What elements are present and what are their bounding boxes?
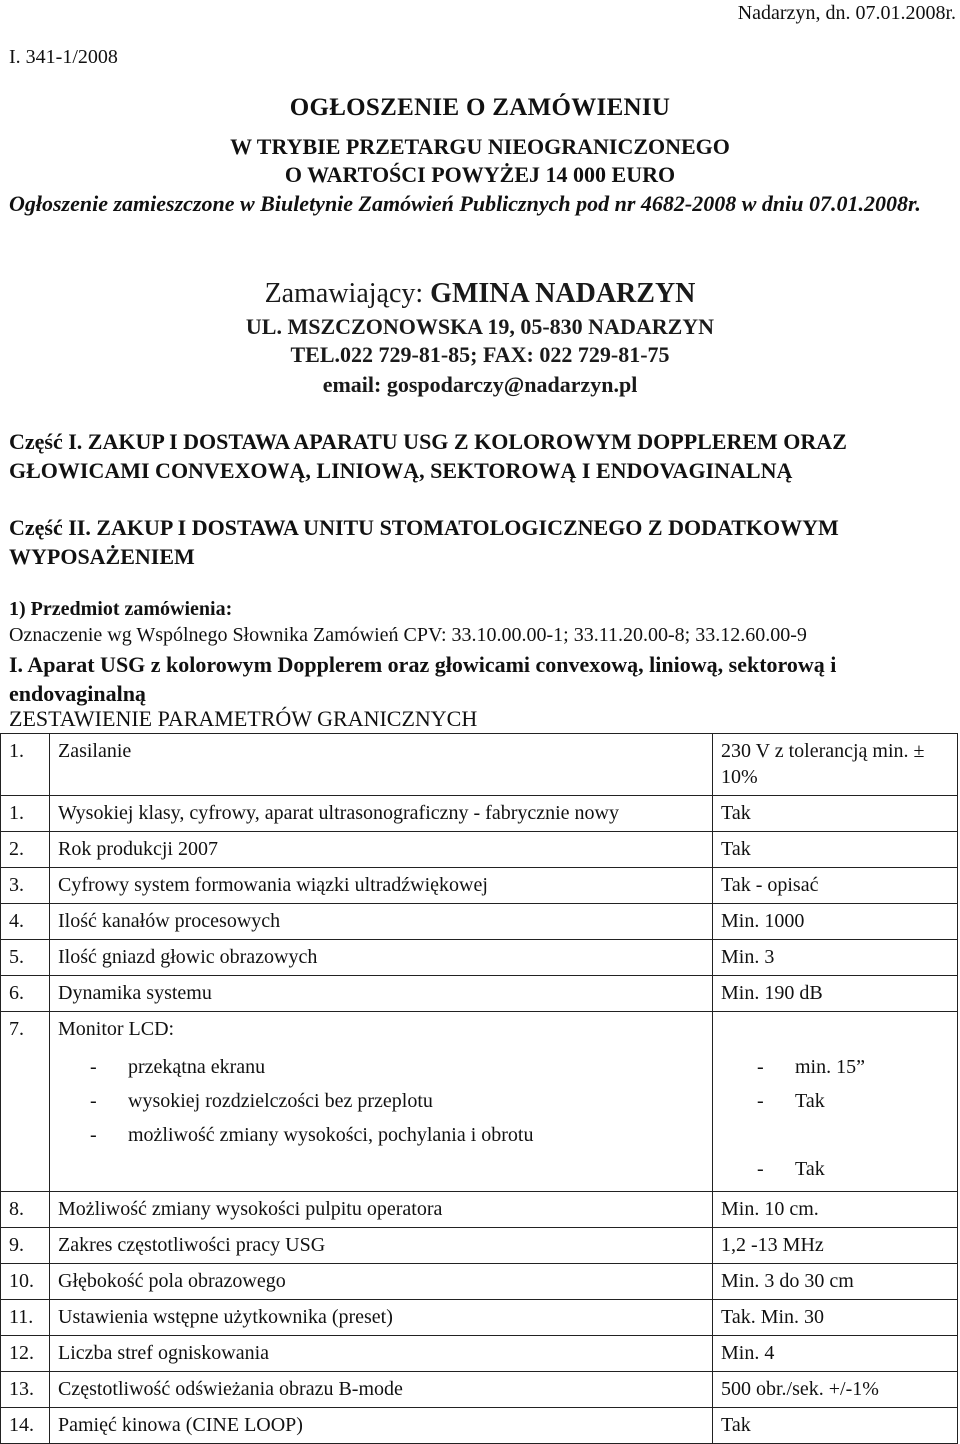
announcement-title: OGŁOSZENIE O ZAMÓWIENIU [289,94,671,121]
table-row [1,1192,958,1228]
row-number: 5. [1,940,50,976]
row-number: 9. [1,1228,50,1264]
row-number: 13. [1,1372,50,1408]
table-row [1,1264,958,1300]
subitem-label: możliwość zmiany wysokości, pochylania i obrotu [128,1124,534,1146]
subitem-value: Tak [795,1158,825,1180]
table-row [1,734,958,796]
row-description: Ustawienia wstępne użytkownika (preset) [50,1300,713,1336]
table-row [1,1336,958,1372]
row-description: Możliwość zmiany wysokości pulpitu operatora [50,1192,713,1228]
row-number: 11. [1,1300,50,1336]
row-value: Tak [713,832,958,868]
reference-number: I. 341-1/2008 [9,46,118,68]
subitem-label: wysokiej rozdzielczości bez przeplotu [128,1090,433,1112]
list-item [58,1118,706,1152]
row-description: Częstotliwość odświeżania obrazu B-mode [50,1372,713,1408]
row-value: Tak. Min. 30 [713,1300,958,1336]
dash-marker: - [90,1056,97,1078]
dash-marker: - [757,1090,764,1112]
row-number: 3. [1,868,50,904]
row-number: 4. [1,904,50,940]
part-one-heading: Część I. ZAKUP I DOSTAWA APARATU USG Z KOLOROWYM DOPPLEREM ORAZ GŁOWICAMI CONVEXOWĄ, LINIOWĄ, SEKTOROWĄ I ENDOVAGINALNĄ [9,429,847,483]
list-item [721,1084,951,1118]
row-description: Cyfrowy system formowania wiązki ultradźwiękowej [50,868,713,904]
row-number: 1. [1,734,50,796]
table-row [1,976,958,1012]
row-value: Min. 10 cm. [713,1192,958,1228]
row-number: 2. [1,832,50,868]
table-row [1,940,958,976]
row-value: Min. 190 dB [713,976,958,1012]
subitem-value: min. 15” [795,1056,865,1078]
row-description: Wysokiej klasy, cyfrowy, aparat ultrasonograficzny - fabrycznie nowy [50,796,713,832]
contracting-phones: TEL.022 729-81-85; FAX: 022 729-81-75 [290,342,670,367]
row-value: 1,2 -13 MHz [713,1228,958,1264]
row-description: Ilość gniazd głowic obrazowych [50,940,713,976]
dash-marker: - [757,1056,764,1078]
list-item [58,1084,706,1118]
row-value: Tak [713,1408,958,1444]
list-item [721,1050,951,1084]
table-row [1,796,958,832]
row-value: Min. 1000 [713,904,958,940]
row-value: 230 V z tolerancją min. ± 10% [713,734,958,796]
table-row [1,832,958,868]
list-item [58,1050,706,1084]
table-row [1,1228,958,1264]
row-description: Zasilanie [50,734,713,796]
table-row [1,1300,958,1336]
item-heading: I. Aparat USG z kolorowym Dopplerem oraz głowicami convexową, liniową, sektorową i endovaginalną [9,652,837,706]
row-value: Tak - opisać [713,868,958,904]
row-value: 500 obr./sek. +/-1% [713,1372,958,1408]
row-number: 8. [1,1192,50,1228]
row-value: Min. 3 do 30 cm [713,1264,958,1300]
document-date: Nadarzyn, dn. 07.01.2008r. [737,2,956,24]
row-description: Głębokość pola obrazowego [50,1264,713,1300]
row-number: 12. [1,1336,50,1372]
row-number: 7. [1,1012,50,1192]
list-item [721,1152,951,1186]
row-value: Min. 4 [713,1336,958,1372]
subitem-value: Tak [795,1090,825,1112]
dash-marker: - [90,1124,97,1146]
dash-marker: - [757,1158,764,1180]
table-row [1,868,958,904]
row-description: Pamięć kinowa (CINE LOOP) [50,1408,713,1444]
row-value [713,1012,958,1192]
table-row [1,904,958,940]
row-description: Dynamika systemu [50,976,713,1012]
tender-value: O WARTOŚCI POWYŻEJ 14 000 EURO [284,162,676,187]
row-description [50,1012,713,1192]
row-description: Liczba stref ogniskowania [50,1336,713,1372]
row-description: Zakres częstotliwości pracy USG [50,1228,713,1264]
contracting-email: email: gospodarczy@nadarzyn.pl [322,372,638,397]
contracting-address: UL. MSZCZONOWSKA 19, 05-830 NADARZYN [245,314,715,339]
row-number: 6. [1,976,50,1012]
part-two-heading: Część II. ZAKUP I DOSTAWA UNITU STOMATOLOGICZNEGO Z DODATKOWYM WYPOSAŻENIEM [9,515,839,569]
contracting-authority [0,278,960,310]
row-number: 1. [1,796,50,832]
table-row [1,1408,958,1444]
row-description: Ilość kanałów procesowych [50,904,713,940]
row-number: 14. [1,1408,50,1444]
tender-mode: W TRYBIE PRZETARGU NIEOGRANICZONEGO [230,134,730,159]
parameters-table [0,733,958,1444]
row-description: Rok produkcji 2007 [50,832,713,868]
monitor-subitems [58,1050,706,1152]
dash-marker: - [90,1090,97,1112]
table-row-monitor [1,1012,958,1192]
contracting-label: Zamawiający: [264,278,431,309]
cpv-codes: Oznaczenie wg Wspólnego Słownika Zamówień CPV: 33.10.00.00-1; 33.11.20.00-8; 33.12.60.00-9 [9,624,807,646]
subitem-label: przekątna ekranu [128,1056,266,1078]
row-value: Min. 3 [713,940,958,976]
row-value: Tak [713,796,958,832]
subject-heading: 1) Przedmiot zamówienia: [9,598,233,620]
table-row [1,1372,958,1408]
parameters-table-title: ZESTAWIENIE PARAMETRÓW GRANICZNYCH [9,706,478,731]
monitor-values [721,1050,951,1186]
contracting-name: GMINA NADARZYN [430,278,696,309]
monitor-label: Monitor LCD: [58,1018,175,1040]
row-number: 10. [1,1264,50,1300]
bip-publication-note: Ogłoszenie zamieszczone w Biuletynie Zamówień Publicznych pod nr 4682-2008 w dniu 07.01.2008r. [9,191,921,216]
